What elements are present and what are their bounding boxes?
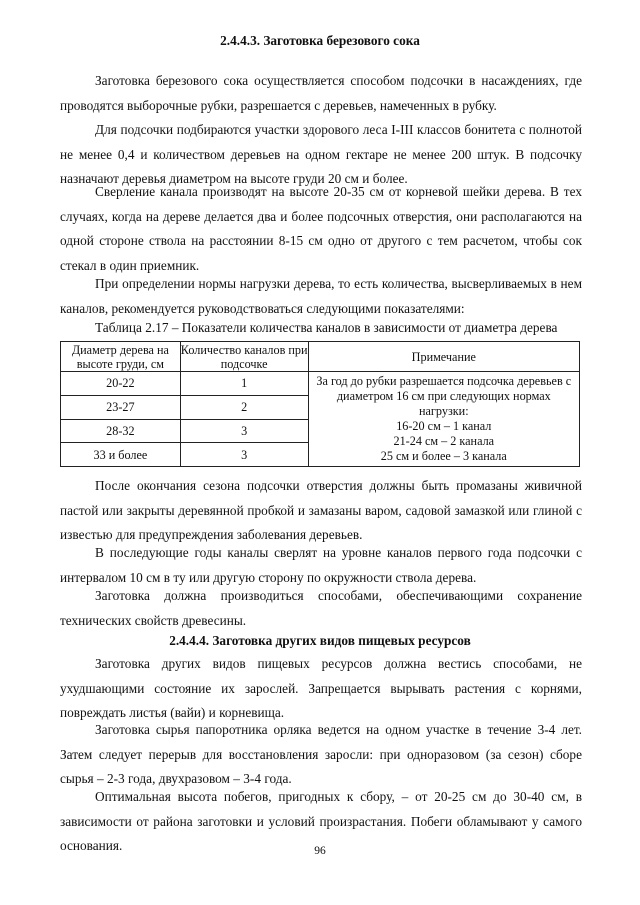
paragraph: Заготовка березового сока осуществляется способом подсочки в насаждениях, где проводятся выборочные рубки, разрешается с деревьев, намеченных в рубку. [60,73,582,113]
table-header-row [61,342,580,372]
table-row [61,372,580,396]
cell-diameter: 33 и более [61,443,181,467]
table-caption: Таблица 2.17 – Показатели количества каналов в зависимости от диаметра дерева [95,320,558,335]
cell-diameter: 28-32 [61,419,181,443]
paragraph: Оптимальная высота побегов, пригодных к сбору, – от 20-25 см до 30-40 см, в зависимости от района заготовки и условий произрастания. Побеги обламывают у самого основания. [60,789,582,854]
note-line: 21-24 см – 2 канала [393,434,495,448]
note-line: За год до рубки разрешается подсочка деревьев с диаметром 16 см при следующих нормах нагрузки: [316,374,572,418]
column-header-note: Примечание [308,342,579,372]
paragraph: При определении нормы нагрузки дерева, то есть количества, высверливаемых в нем каналов, рекомендуется руководствоваться следующими показателями: [60,276,582,316]
page-number: 96 [314,845,326,857]
cell-channels: 2 [180,395,308,419]
channels-table [60,341,580,467]
cell-diameter: 23-27 [61,395,181,419]
section-heading-birch-sap: 2.4.4.3. Заготовка березового сока [220,33,420,48]
cell-channels: 1 [180,372,308,396]
paragraph: В последующие годы каналы сверлят на уровне каналов первого года подсочки с интервалом 10 см в ту или другую сторону по окружности ствола дерева. [60,545,582,585]
cell-channels: 3 [180,443,308,467]
cell-diameter: 20-22 [61,372,181,396]
paragraph: Заготовка должна производиться способами, обеспечивающими сохранение технических свойств древесины. [60,588,582,628]
paragraph: Для подсочки подбираются участки здорового леса I-III классов бонитета с полнотой не менее 0,4 и количеством деревьев на одном гектаре не менее 200 штук. В подсочку назначают деревья диаметром на высоте груди 20 см и более. [60,122,582,187]
cell-channels: 3 [180,419,308,443]
note-line: 25 см и более – 3 канала [380,449,507,463]
paragraph: Заготовка сырья папоротника орляка ведется на одном участке в течение 3-4 лет. Затем следует перерыв для восстановления заросли: при одноразовом (за сезон) сборе сырья – 2-3 года, двухразовом – 3-4 года. [60,722,582,787]
note-line: 16-20 см – 1 канал [396,419,492,433]
cell-note [308,372,579,467]
paragraph: Заготовка других видов пищевых ресурсов должна вестись способами, не ухудшающими состояние их зарослей. Запрещается вырывать растения с корнями, повреждать листья (вайи) и корневища. [60,656,582,721]
column-header-diameter: Диаметр дерева на высоте груди, см [61,342,181,372]
paragraph: Сверление канала производят на высоте 20-35 см от корневой шейки дерева. В тех случаях, когда на дереве делается два и более подсочных отверстия, они располагаются на одной стороне ствола на расстоянии 8-15 см одно от другого с тем расчетом, чтобы сок стекал в один приемник. [60,184,582,274]
column-header-channels: Количество каналов при подсочке [180,342,308,371]
paragraph: После окончания сезона подсочки отверстия должны быть промазаны живичной пастой или закрыты деревянной пробкой и замазаны варом, садовой замазкой или глиной с известью для предупреждения заболевания деревьев. [60,478,582,543]
section-heading-other-food-resources: 2.4.4.4. Заготовка других видов пищевых ресурсов [169,633,471,648]
